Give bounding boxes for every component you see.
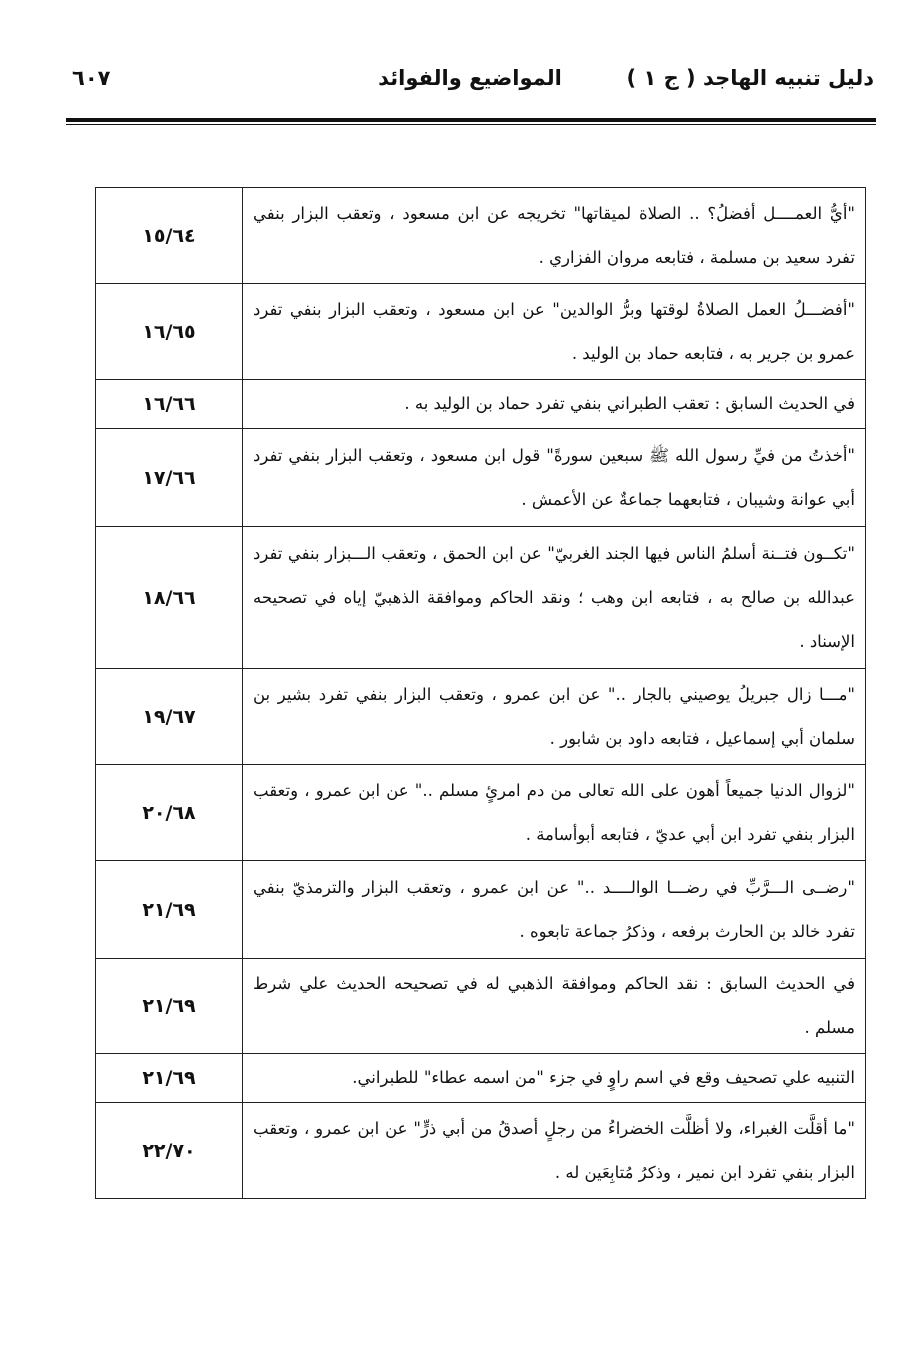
entry-reference: ٢١/٦٩ xyxy=(96,861,243,959)
entry-reference: ١٦/٦٦ xyxy=(96,380,243,429)
book-title: دليل تنبيه الهاجد ( ج ١ ) xyxy=(626,66,874,90)
header-rule-thin xyxy=(66,124,876,125)
entry-text: في الحديث السابق : تعقب الطبراني بنفي تفرد حماد بن الوليد به . xyxy=(243,380,866,429)
table-row xyxy=(96,380,866,429)
entry-text: "أيُّ العمــــل أفضلُ؟ .. الصلاة لميقاتها" تخريجه عن ابن مسعود ، وتعقب البزار بنفي تفرد سعيد بن مسلمة ، فتابعه مروان الفزاري . xyxy=(243,188,866,284)
table-row xyxy=(96,861,866,959)
table-row xyxy=(96,1054,866,1103)
entry-text: في الحديث السابق : نقد الحاكم وموافقة الذهبي له في تصحيحه الحديث علي شرط مسلم . xyxy=(243,959,866,1054)
table-row xyxy=(96,765,866,861)
table-row xyxy=(96,284,866,380)
entry-reference: ٢٢/٧٠ xyxy=(96,1103,243,1199)
entry-text: "رضــى الـــرَّبِّ في رضـــا الوالــــد .." عن ابن عمرو ، وتعقب البزار والترمذيّ بنفي تفرد خالد بن الحارث برفعه ، وذكرُ جماعة تابعوه . xyxy=(243,861,866,959)
table-row xyxy=(96,429,866,527)
entry-text: "أفضـــلُ العمل الصلاةُ لوقتها وبرُّ الوالدين" عن ابن مسعود ، وتعقب البزار بنفي تفرد عمرو بن جرير به ، فتابعه حماد بن الوليد . xyxy=(243,284,866,380)
section-title: المواضيع والفوائد xyxy=(378,66,562,90)
entry-reference: ١٩/٦٧ xyxy=(96,669,243,765)
table-row xyxy=(96,959,866,1054)
table-row xyxy=(96,1103,866,1199)
entry-reference: ١٨/٦٦ xyxy=(96,527,243,669)
entry-text: "أخذتُ من فيِّ رسول الله ﷺ سبعين سورةً" قول ابن مسعود ، وتعقب البزار بنفي تفرد أبي عوانة وشيبان ، فتابعهما جماعةٌ عن الأعمش . xyxy=(243,429,866,527)
entry-reference: ٢١/٦٩ xyxy=(96,1054,243,1103)
header-rule-thick xyxy=(66,118,876,122)
entry-reference: ٢١/٦٩ xyxy=(96,959,243,1054)
entry-text: "ما أقلَّت الغبراء، ولا أظلَّت الخضراءُ من رجلٍ أصدقُ من أبي ذرٍّ" عن ابن عمرو ، وتعقب البزار بنفي تفرد ابن نمير ، وذكرُ مُتابِعَين له . xyxy=(243,1103,866,1199)
table-row xyxy=(96,669,866,765)
entry-reference: ٢٠/٦٨ xyxy=(96,765,243,861)
page-header xyxy=(66,62,874,102)
entry-reference: ١٦/٦٥ xyxy=(96,284,243,380)
table-row xyxy=(96,188,866,284)
entry-reference: ١٥/٦٤ xyxy=(96,188,243,284)
table-row xyxy=(96,527,866,669)
entry-text: "تكــون فتــنة أسلمُ الناس فيها الجند الغربيّ" عن ابن الحمق ، وتعقب الـــبزار بنفي تفرد عبدالله بن صالح به ، فتابعه ابن وهب ؛ ونقد الحاكم وموافقة الذهبيّ إياه في تصحيحه الإسناد . xyxy=(243,527,866,669)
entry-text: التنبيه علي تصحيف وقع في اسم راوٍ في جزء "من اسمه عطاء" للطبراني. xyxy=(243,1054,866,1103)
page-number: ٦٠٧ xyxy=(72,66,111,90)
entry-reference: ١٧/٦٦ xyxy=(96,429,243,527)
index-table xyxy=(95,187,866,1199)
entry-text: "مـــا زال جبريلُ يوصيني بالجار .." عن ابن عمرو ، وتعقب البزار بنفي تفرد بشير بن سلمان أبي إسماعيل ، فتابعه داود بن شابور . xyxy=(243,669,866,765)
entry-text: "لزوال الدنيا جميعاً أهون على الله تعالى من دم امرئٍ مسلم .." عن ابن عمرو ، وتعقب البزار بنفي تفرد ابن أبي عديّ ، فتابعه أبوأسامة . xyxy=(243,765,866,861)
